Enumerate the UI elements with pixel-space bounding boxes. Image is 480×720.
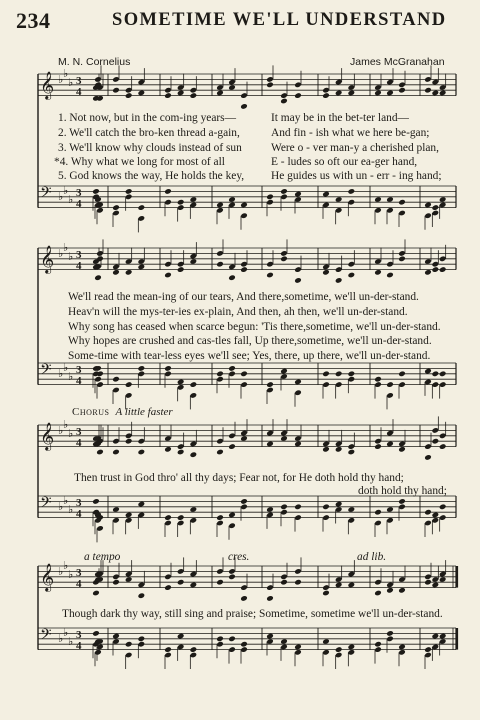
note-head [190,258,198,265]
note-head [164,188,172,195]
time-signature-top: 3 [76,629,82,641]
note-head [112,376,120,383]
verse-2-refrain-line: Heav'n will the mys-ter-ies ex-plain, And then, ah then, we'll un-der-stand. [68,306,408,318]
note-head [398,87,406,94]
hymn-number: 234 [16,8,51,33]
note-head [398,498,406,505]
note-head [335,501,343,508]
note-head [322,504,330,511]
note-head [348,272,356,279]
note-head [228,196,236,203]
note-head [164,584,172,591]
note-head [386,441,394,448]
note-head [266,381,274,388]
note-head [228,443,236,450]
bass-clef-icon: 𝄢 [40,184,52,205]
verse-2-second-line: And fin - ish what we here be-gan; [271,127,430,139]
note-head [190,646,198,653]
note-head [240,498,248,505]
note-head [335,446,343,453]
note-head [386,272,394,279]
note-head [374,376,382,383]
note-head [432,512,440,519]
note-head [424,202,432,209]
note-head [439,443,447,450]
note-head [348,90,356,97]
note-head [164,272,172,279]
note-head [216,636,224,643]
note-head [112,449,120,456]
flat-icon: ♭ [63,242,69,254]
note-head [424,454,432,461]
note-head [177,379,185,386]
note-head [112,269,120,276]
note-head [190,582,198,589]
note-head [216,371,224,378]
note-head [386,90,394,97]
treble-clef-icon: 𝄞 [40,422,55,450]
note-head [125,188,133,195]
note-head [216,449,224,456]
time-signature-bottom: 4 [76,437,82,449]
note-head [432,266,440,273]
note-head [266,194,274,201]
note-head [322,446,330,453]
note-head [386,630,394,637]
note-head [432,438,440,445]
note-head [240,103,248,110]
note-head [266,82,274,89]
note-head [432,582,440,589]
flat-icon: ♭ [68,569,74,581]
verse-5-second-line: He guides us with un - err - ing hand; [271,170,442,182]
flat-icon: ♭ [58,368,64,380]
note-head [322,590,330,597]
time-signature-top: 3 [76,426,82,438]
note-head [190,506,198,513]
a-tempo-marking: a tempo [84,551,121,563]
note-head [439,633,447,640]
note-head [335,277,343,284]
note-head [125,381,133,388]
tempo-direction: A little faster [115,406,173,418]
ad-lib-marking: ad lib. [357,551,387,563]
note-head [322,269,330,276]
verse-4-refrain-line: Why hopes are crushed and cas-tles fall, Up there,sometime, we'll un-der-stand. [68,335,432,347]
note-head [125,576,133,583]
note-head [177,449,185,456]
time-signature-top: 3 [76,364,82,376]
note-head [266,272,274,279]
chorus-label: Chorus [72,406,110,418]
note-head [216,261,224,268]
note-head [322,191,330,198]
flat-icon: ♭ [68,428,74,440]
note-head [92,590,100,597]
note-head [294,504,302,511]
note-head [190,196,198,203]
note-head [177,633,185,640]
time-signature-top: 3 [76,75,82,87]
note-head [240,266,248,273]
note-head [240,595,248,602]
note-head [240,371,248,378]
note-head [374,641,382,648]
note-head [112,633,120,640]
verse-1-first-line: 1. Not now, but in the com-ing years— [58,112,237,124]
note-head [348,188,356,195]
note-head [164,446,172,453]
flat-icon: ♭ [58,74,64,86]
time-signature-bottom: 4 [76,260,82,272]
verse-3-first-line: 3. We'll know why clouds instead of sun [58,142,242,154]
note-head [92,188,100,195]
note-head [228,636,236,643]
note-head [177,579,185,586]
note-head [125,641,133,648]
flat-icon: ♭ [68,636,74,648]
note-head [228,365,236,372]
treble-clef-icon: 𝄞 [40,245,55,273]
treble-clef-icon: 𝄞 [40,71,55,99]
note-head [424,579,432,586]
note-head [240,202,248,209]
time-signature-top: 3 [76,567,82,579]
note-head [432,633,440,640]
time-signature-bottom: 4 [76,198,82,210]
flat-icon: ♭ [58,501,64,513]
note-head [138,264,146,271]
note-head [374,509,382,516]
crescendo-marking: cres. [228,551,250,563]
chorus-heading [72,406,173,418]
flat-icon: ♭ [63,185,69,197]
note-head [424,368,432,375]
time-signature-bottom: 4 [76,86,82,98]
note-head [177,90,185,97]
note-head [322,638,330,645]
note-head [439,90,447,97]
note-head [335,582,343,589]
flat-icon: ♭ [58,248,64,260]
note-head [216,202,224,209]
note-head [432,90,440,97]
flat-icon: ♭ [63,68,69,80]
time-signature-bottom: 4 [76,508,82,520]
verse-4-second-line: E - ludes so oft our ea-ger hand, [271,156,418,168]
note-head [164,646,172,653]
note-head [138,501,146,508]
composer-credit: James McGranahan [350,56,445,68]
note-head [398,371,406,378]
note-head [138,636,146,643]
note-head [439,266,447,273]
note-head [398,256,406,263]
flat-icon: ♭ [68,77,74,89]
note-head [424,646,432,653]
note-head [92,630,100,637]
note-head [348,371,356,378]
flat-icon: ♭ [58,566,64,578]
note-head [266,633,274,640]
note-head [335,371,343,378]
note-head [294,441,302,448]
note-head [228,574,236,581]
verse-3-refrain-line: Why song has ceased when scarce begun: 'Tis there,sometime, we'll un-der-stand. [68,321,441,333]
note-head [348,506,356,513]
note-head [216,579,224,586]
note-head [125,92,133,99]
note-head [177,514,185,521]
note-head [138,592,146,599]
note-head [294,92,302,99]
note-head [216,514,224,521]
note-head [294,644,302,651]
note-head [432,204,440,211]
note-head [112,579,120,586]
time-signature-bottom: 4 [76,375,82,387]
note-head [294,277,302,284]
verse-1-refrain-line: We'll read the mean-ing of our tears, And there,sometime, we'll un-der-stand. [68,291,419,303]
note-head [228,84,236,91]
note-head [374,269,382,276]
note-head [125,269,133,276]
note-head [386,506,394,513]
note-head [138,449,146,456]
note-head [190,451,198,458]
note-head [266,506,274,513]
note-head [348,449,356,456]
note-head [94,274,102,281]
note-head [280,98,288,105]
verse-4-first-line: *4. Why what we long for most of all [54,156,225,168]
time-signature-top: 3 [76,497,82,509]
bass-clef-icon: 𝄢 [40,494,52,515]
note-head [432,371,440,378]
flat-icon: ♭ [68,504,74,516]
note-head [240,641,248,648]
note-head [240,435,248,442]
note-head [374,196,382,203]
note-head [348,644,356,651]
flat-icon: ♭ [58,425,64,437]
note-head [92,498,100,505]
note-head [424,87,432,94]
note-head [280,368,288,375]
note-head [424,269,432,276]
bass-clef-icon: 𝄢 [40,626,52,647]
note-head [294,579,302,586]
note-head [398,199,406,206]
flat-icon: ♭ [58,191,64,203]
note-head [112,204,120,211]
note-head [138,365,146,372]
note-head [112,87,120,94]
note-head [439,504,447,511]
note-head [374,443,382,450]
chorus-line-1: Then trust in God thro' all thy days; Fear not, for He doth hold thy hand; [74,472,404,484]
note-head [228,274,236,281]
time-signature-bottom: 4 [76,578,82,590]
note-head [266,441,274,448]
note-head [335,90,343,97]
note-head [294,379,302,386]
note-head [439,196,447,203]
note-head [138,90,146,97]
flat-icon: ♭ [68,194,74,206]
note-head [138,204,146,211]
note-head [280,579,288,586]
note-head [280,188,288,195]
note-head [280,435,288,442]
note-head [164,365,172,372]
note-head [424,509,432,516]
note-head [335,646,343,653]
note-head [439,371,447,378]
flat-icon: ♭ [63,419,69,431]
note-head [164,514,172,521]
note-head [386,196,394,203]
note-head [190,92,198,99]
flat-icon: ♭ [68,251,74,263]
note-head [439,576,447,583]
flat-icon: ♭ [63,362,69,374]
note-head [112,506,120,513]
time-signature-top: 3 [76,187,82,199]
note-head [190,381,198,388]
note-head [177,199,185,206]
verse-5-first-line: 5. God knows the way, He holds the key, [58,170,245,182]
flat-icon: ♭ [58,633,64,645]
note-head [125,512,133,519]
flat-icon: ♭ [63,560,69,572]
note-head [216,90,224,97]
note-head [96,449,104,456]
note-head [266,595,274,602]
note-head [228,512,236,519]
note-head [398,644,406,651]
bass-clef-icon: 𝄢 [40,361,52,382]
note-head [294,191,302,198]
note-head [374,90,382,97]
hymn-title: SOMETIME WE'LL UNDERSTAND [112,10,447,30]
time-signature-top: 3 [76,249,82,261]
note-head [177,266,185,273]
note-head [398,446,406,453]
note-head [280,638,288,645]
verse-1-second-line: It may be in the bet-ter land— [271,112,409,124]
verse-5-refrain-line: Some-time with tear-less eyes we'll see; Yes, there, up there, we'll un-der-stand. [68,350,431,362]
chorus-line-2: Though dark thy way, still sing and praise; Sometime, sometime we'll un-der-stand. [62,608,443,620]
flat-icon: ♭ [68,371,74,383]
note-head [280,256,288,263]
verse-2-first-line: 2. We'll catch the bro-ken thread a-gain, [58,127,240,139]
note-head [322,371,330,378]
chorus-line-1-echo: doth hold thy hand; [358,485,447,497]
treble-clef-icon: 𝄞 [40,563,55,591]
note-head [280,504,288,511]
note-head [374,590,382,597]
time-signature-bottom: 4 [76,640,82,652]
flat-icon: ♭ [63,495,69,507]
note-head [398,587,406,594]
note-head [164,92,172,99]
flat-icon: ♭ [63,627,69,639]
lyricist-credit: M. N. Cornelius [58,56,131,68]
note-head [386,381,394,388]
note-head [335,196,343,203]
note-head [125,438,133,445]
verse-3-second-line: Were o - ver man-y a cherished plan, [271,142,439,154]
note-head [322,92,330,99]
note-head [386,587,394,594]
note-head [348,582,356,589]
